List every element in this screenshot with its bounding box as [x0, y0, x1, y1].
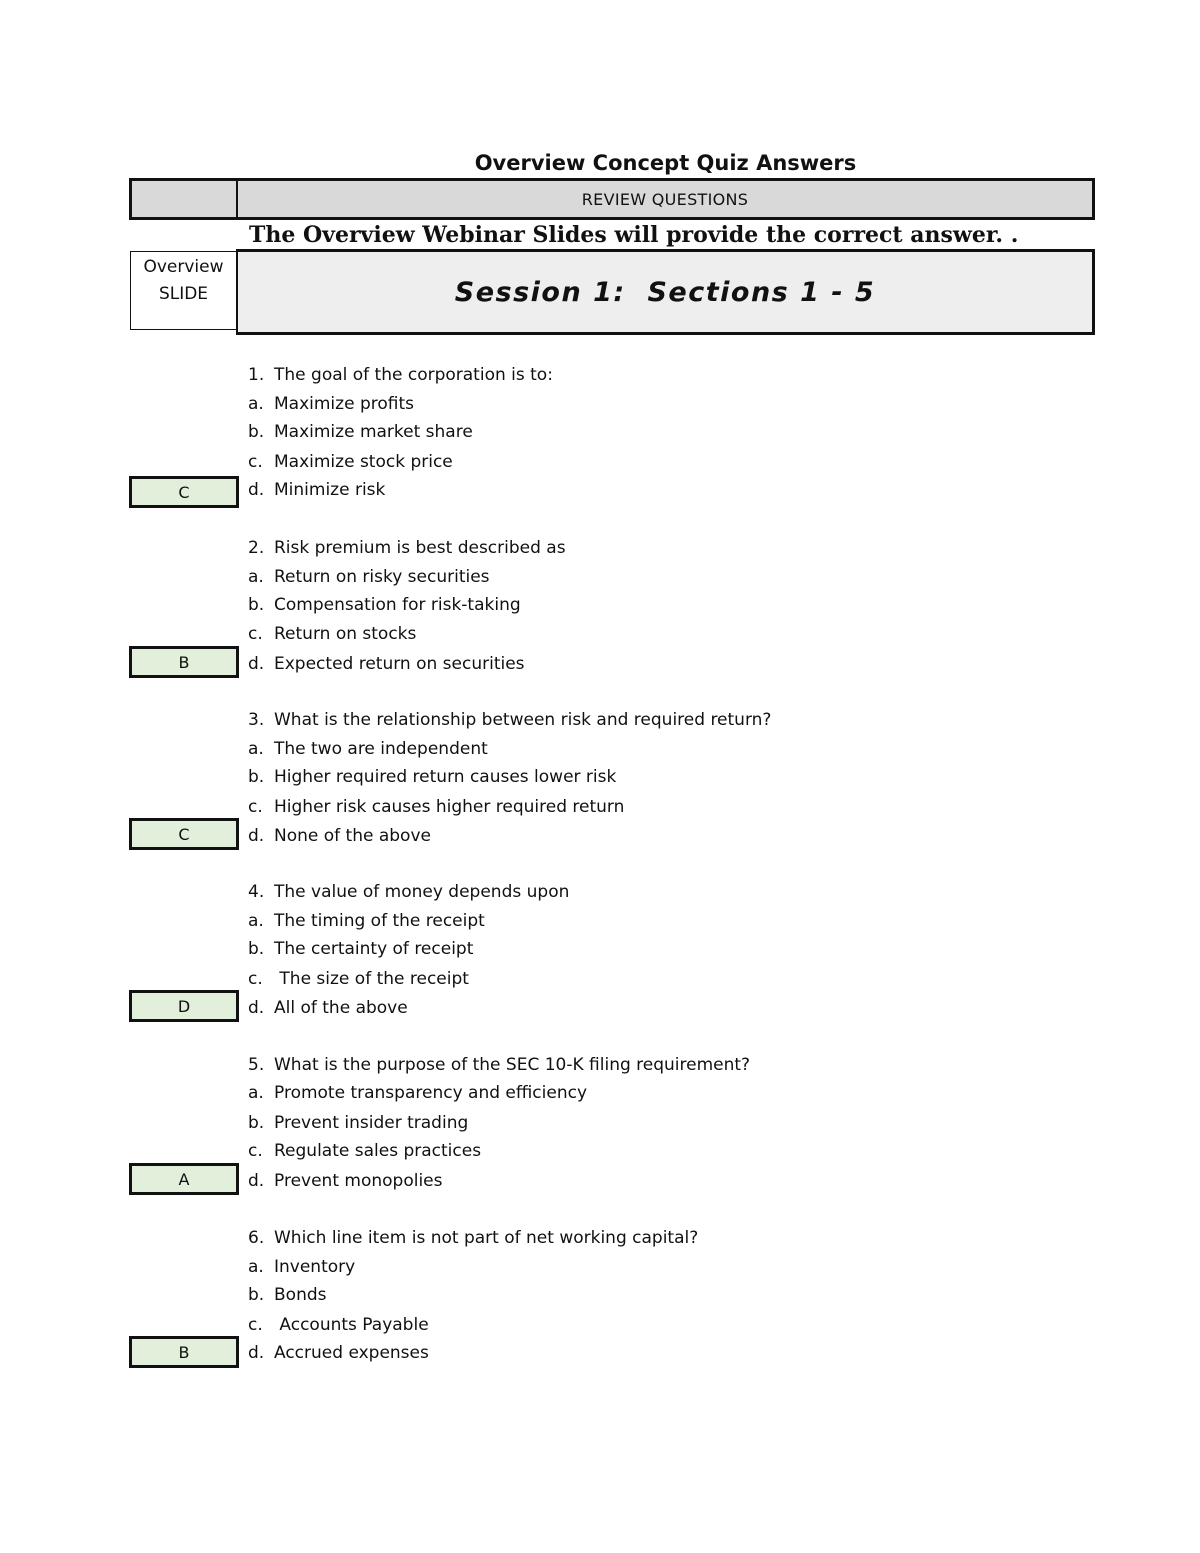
option-text: Maximize profits — [274, 394, 414, 414]
question-number: 2. — [248, 538, 265, 558]
option-a — [248, 565, 490, 589]
option-text: Maximize stock price — [274, 452, 453, 472]
option-label: c. — [248, 1141, 263, 1161]
session-title: Session 1: Sections 1 - 5 — [454, 276, 876, 308]
question-text: What is the relationship between risk and required return? — [274, 710, 772, 730]
question-block — [0, 708, 1200, 858]
option-b — [248, 420, 473, 444]
option-d — [248, 652, 525, 676]
question-text: Which line item is not part of net working capital? — [274, 1228, 699, 1248]
question-stem — [248, 1226, 698, 1250]
answer-letter: A — [178, 1169, 190, 1189]
option-d — [248, 1341, 429, 1365]
answer-box — [129, 646, 239, 678]
option-label: c. — [248, 452, 263, 472]
option-d — [248, 1169, 442, 1193]
option-b — [248, 1111, 468, 1135]
question-stem — [248, 363, 553, 387]
question-number: 4. — [248, 882, 265, 902]
option-c — [248, 622, 416, 646]
answer-box — [129, 1163, 239, 1195]
header-left-cell — [129, 178, 241, 220]
option-label: d. — [248, 480, 265, 500]
question-stem — [248, 536, 566, 560]
option-text: The certainty of receipt — [274, 939, 474, 959]
option-text: Inventory — [274, 1257, 356, 1277]
option-label: b. — [248, 767, 265, 787]
option-c — [248, 1313, 429, 1337]
option-label: a. — [248, 567, 264, 587]
option-label: a. — [248, 1083, 264, 1103]
option-text: The two are independent — [274, 739, 488, 759]
option-text: Regulate sales practices — [274, 1141, 482, 1161]
option-label: b. — [248, 422, 265, 442]
question-text: The goal of the corporation is to: — [274, 365, 553, 385]
option-label: d. — [248, 998, 265, 1018]
option-label: b. — [248, 595, 265, 615]
option-label: a. — [248, 394, 264, 414]
option-text: Accounts Payable — [274, 1315, 429, 1335]
option-text: Higher required return causes lower risk — [274, 767, 617, 787]
option-label: a. — [248, 1257, 264, 1277]
option-a — [248, 1081, 587, 1105]
option-c — [248, 1139, 481, 1163]
option-text: All of the above — [274, 998, 408, 1018]
question-block — [0, 1053, 1200, 1203]
option-text: The timing of the receipt — [274, 911, 485, 931]
question-block — [0, 363, 1200, 513]
option-text: Accrued expenses — [274, 1343, 429, 1363]
option-text: Prevent insider trading — [274, 1113, 469, 1133]
session-banner — [236, 249, 1095, 335]
review-questions-label: REVIEW QUESTIONS — [581, 189, 749, 209]
question-number: 3. — [248, 710, 265, 730]
instruction-note: The Overview Webinar Slides will provide the correct answer. . — [249, 222, 1019, 248]
question-number: 5. — [248, 1055, 265, 1075]
option-label: a. — [248, 911, 264, 931]
question-text: What is the purpose of the SEC 10-K filing requirement? — [274, 1055, 751, 1075]
question-number: 1. — [248, 365, 265, 385]
question-stem — [248, 708, 771, 732]
option-a — [248, 392, 414, 416]
option-text: Return on stocks — [274, 624, 417, 644]
option-c — [248, 967, 469, 991]
option-a — [248, 909, 485, 933]
option-text: Minimize risk — [274, 480, 386, 500]
option-text: Promote transparency and efficiency — [274, 1083, 588, 1103]
option-label: d. — [248, 654, 265, 674]
option-label: b. — [248, 1113, 265, 1133]
option-b — [248, 1283, 327, 1307]
answer-box — [129, 818, 239, 850]
option-label: b. — [248, 1285, 265, 1305]
option-text: Return on risky securities — [274, 567, 490, 587]
option-text: Maximize market share — [274, 422, 473, 442]
question-block — [0, 536, 1200, 686]
question-number: 6. — [248, 1228, 265, 1248]
option-text: Prevent monopolies — [274, 1171, 443, 1191]
option-text: Compensation for risk-taking — [274, 595, 521, 615]
option-label: d. — [248, 1171, 265, 1191]
option-label: b. — [248, 939, 265, 959]
answer-letter: D — [177, 996, 191, 1016]
option-d — [248, 478, 385, 502]
option-label: c. — [248, 624, 263, 644]
question-text: Risk premium is best described as — [274, 538, 566, 558]
answer-letter: C — [178, 482, 190, 502]
option-c — [248, 795, 624, 819]
option-b — [248, 765, 616, 789]
slide-label-line1: Overview — [143, 257, 224, 277]
option-label: c. — [248, 969, 263, 989]
option-text: Higher risk causes higher required return — [274, 797, 625, 817]
review-questions-header — [236, 178, 1095, 220]
option-b — [248, 937, 473, 961]
question-block — [0, 880, 1200, 1030]
option-text: Expected return on securities — [274, 654, 525, 674]
page-title: Overview Concept Quiz Answers — [474, 151, 857, 175]
option-b — [248, 593, 521, 617]
option-d — [248, 996, 408, 1020]
option-a — [248, 1255, 355, 1279]
option-a — [248, 737, 488, 761]
answer-letter: C — [178, 824, 190, 844]
answer-box — [129, 990, 239, 1022]
option-label: d. — [248, 1343, 265, 1363]
question-block — [0, 1226, 1200, 1376]
option-label: d. — [248, 826, 265, 846]
option-label: c. — [248, 797, 263, 817]
question-stem — [248, 880, 569, 904]
option-text: The size of the receipt — [274, 969, 469, 989]
answer-letter: B — [178, 1342, 190, 1362]
overview-slide-label — [130, 251, 236, 330]
question-stem — [248, 1053, 750, 1077]
option-label: c. — [248, 1315, 263, 1335]
option-c — [248, 450, 453, 474]
option-text: None of the above — [274, 826, 431, 846]
option-label: a. — [248, 739, 264, 759]
answer-box — [129, 476, 239, 508]
question-text: The value of money depends upon — [274, 882, 570, 902]
slide-label-line2: SLIDE — [158, 284, 209, 304]
option-d — [248, 824, 431, 848]
answer-letter: B — [178, 652, 190, 672]
answer-box — [129, 1336, 239, 1368]
option-text: Bonds — [274, 1285, 327, 1305]
